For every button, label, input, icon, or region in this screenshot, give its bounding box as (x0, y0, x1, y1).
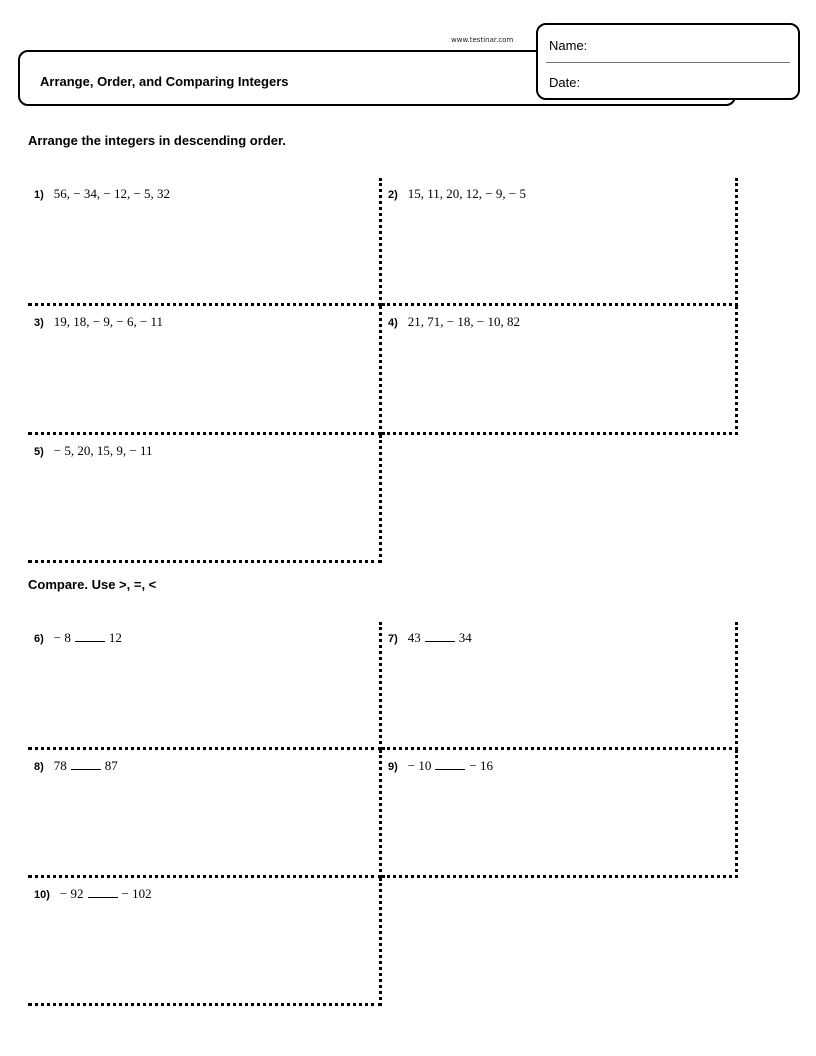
section2-instruction: Compare. Use >, =, < (28, 577, 157, 592)
problem-cell-1 (28, 178, 382, 306)
problem-text: 19, 18, − 9, − 6, − 11 (53, 314, 164, 329)
problem-cell-4 (382, 306, 738, 435)
compare-right: 34 (458, 630, 472, 645)
compare-right: − 102 (121, 886, 152, 901)
problem-8 (34, 758, 118, 774)
problem-cell-6 (28, 622, 382, 750)
problem-number: 2) (388, 189, 398, 201)
problem-number: 1) (34, 189, 44, 201)
problem-cell-5 (28, 435, 382, 563)
problem-number: 8) (34, 761, 44, 773)
problem-cell-3 (28, 306, 382, 435)
compare-right: 12 (108, 630, 122, 645)
date-label: Date: (549, 75, 581, 90)
problem-text: 15, 11, 20, 12, − 9, − 5 (407, 186, 526, 201)
site-url: www.testinar.com (451, 36, 514, 44)
name-date-box (536, 23, 800, 100)
problem-cell-7 (382, 622, 738, 750)
compare-left: 78 (53, 758, 67, 773)
answer-blank[interactable] (75, 631, 105, 642)
problem-number: 6) (34, 633, 44, 645)
name-divider (546, 62, 790, 63)
problem-4 (388, 314, 520, 330)
problem-text: 21, 71, − 18, − 10, 82 (407, 314, 520, 329)
problem-cell-10 (28, 878, 382, 1006)
problem-10 (34, 886, 152, 902)
problem-number: 10) (34, 889, 50, 901)
problem-9 (388, 758, 493, 774)
problem-7 (388, 630, 472, 646)
answer-blank[interactable] (435, 759, 465, 770)
compare-left: − 92 (59, 886, 84, 901)
compare-right: 87 (104, 758, 118, 773)
compare-right: − 16 (469, 758, 493, 773)
problem-2 (388, 186, 526, 202)
problem-5 (34, 443, 152, 459)
section1-instruction: Arrange the integers in descending order. (28, 133, 286, 148)
problem-text: 56, − 34, − 12, − 5, 32 (53, 186, 171, 201)
compare-left: − 8 (53, 630, 71, 645)
problem-number: 3) (34, 317, 44, 329)
answer-blank[interactable] (425, 631, 455, 642)
problem-number: 4) (388, 317, 398, 329)
compare-left: − 10 (407, 758, 432, 773)
problem-cell-2 (382, 178, 738, 306)
problem-cell-9 (382, 750, 738, 878)
compare-left: 43 (407, 630, 421, 645)
answer-blank[interactable] (71, 759, 101, 770)
problem-number: 5) (34, 446, 44, 458)
problem-number: 9) (388, 761, 398, 773)
problem-cell-8 (28, 750, 382, 878)
answer-blank[interactable] (88, 887, 118, 898)
problem-3 (34, 314, 163, 330)
name-label: Name: (549, 38, 588, 53)
problem-text: − 5, 20, 15, 9, − 11 (53, 443, 153, 458)
worksheet-title: Arrange, Order, and Comparing Integers (40, 74, 289, 89)
problem-6 (34, 630, 122, 646)
problem-number: 7) (388, 633, 398, 645)
problem-1 (34, 186, 170, 202)
